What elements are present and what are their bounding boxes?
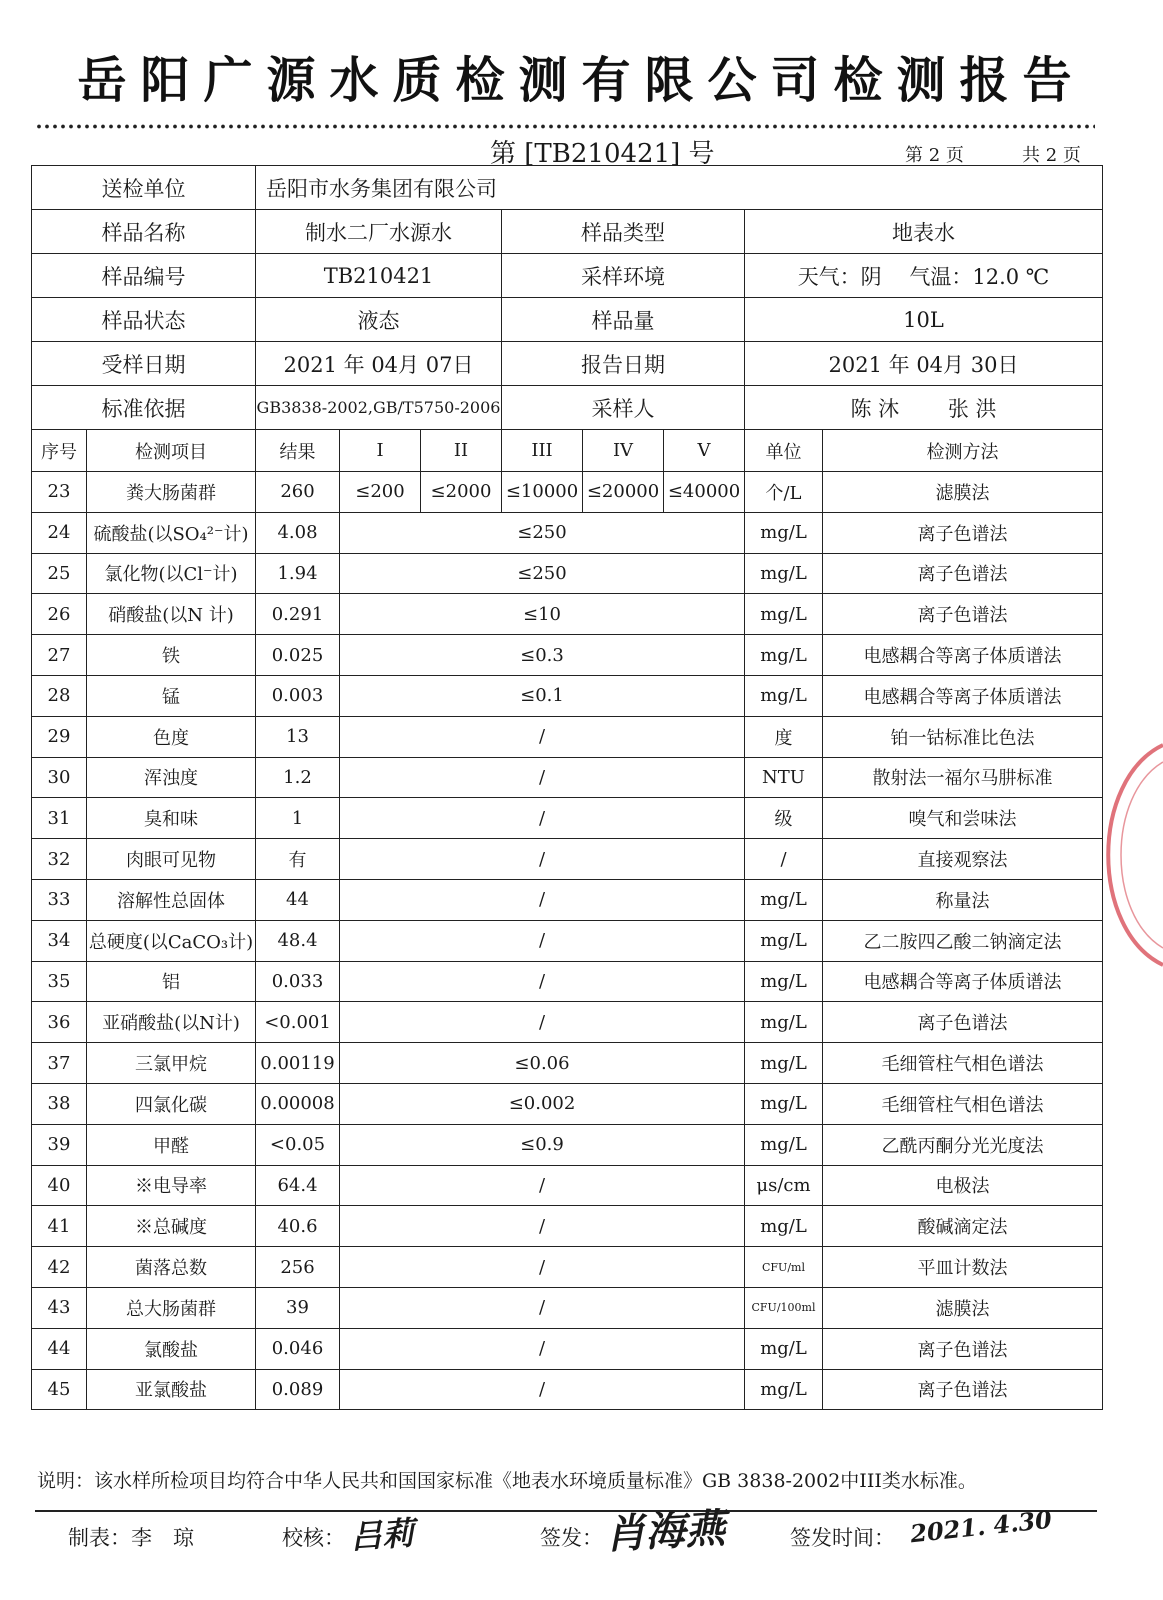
table-row xyxy=(32,675,1103,716)
row-result: 48.4 xyxy=(256,920,340,961)
row-no: 37 xyxy=(32,1043,87,1084)
row-limit: / xyxy=(340,1002,745,1043)
row-item: 硝酸盐(以N 计) xyxy=(87,594,256,635)
qty-value: 10L xyxy=(745,298,1103,342)
row-unit: CFU/100ml xyxy=(745,1287,823,1328)
row-method: 电感耦合等离子体质谱法 xyxy=(823,635,1103,676)
row-method: 离子色谱法 xyxy=(823,512,1103,553)
table-row xyxy=(32,1206,1103,1247)
row-limit-5: ≤40000 xyxy=(664,472,745,513)
row-method: 离子色谱法 xyxy=(823,1328,1103,1369)
row-no: 45 xyxy=(32,1369,87,1410)
row-unit: μs/cm xyxy=(745,1165,823,1206)
row-unit: mg/L xyxy=(745,920,823,961)
recv-date-value: 2021 年 04月 07日 xyxy=(256,342,502,386)
client-value: 岳阳市水务集团有限公司 xyxy=(256,166,1103,210)
row-limit: ≤0.9 xyxy=(340,1124,745,1165)
row-unit: CFU/ml xyxy=(745,1247,823,1288)
row-no: 26 xyxy=(32,594,87,635)
row-unit: mg/L xyxy=(745,1328,823,1369)
row-limit: / xyxy=(340,716,745,757)
row-method: 离子色谱法 xyxy=(823,553,1103,594)
report-number: 第 [TB210421] 号 xyxy=(490,139,715,169)
row-no: 43 xyxy=(32,1287,87,1328)
table-row xyxy=(32,1328,1103,1369)
col-class-4: IV xyxy=(583,430,664,472)
row-no: 34 xyxy=(32,920,87,961)
row-unit: NTU xyxy=(745,757,823,798)
row-result: 39 xyxy=(256,1287,340,1328)
row-result: 1.94 xyxy=(256,553,340,594)
row-method: 嗅气和尝味法 xyxy=(823,798,1103,839)
footer-divider xyxy=(35,1510,1097,1512)
state-value: 液态 xyxy=(256,298,502,342)
row-item: 铁 xyxy=(87,635,256,676)
recv-date-label: 受样日期 xyxy=(32,342,256,386)
table-row xyxy=(32,1083,1103,1124)
row-no: 25 xyxy=(32,553,87,594)
row-unit: mg/L xyxy=(745,1206,823,1247)
row-no: 41 xyxy=(32,1206,87,1247)
row-limit-4: ≤20000 xyxy=(583,472,664,513)
qty-label: 样品量 xyxy=(502,298,745,342)
row-item: 硫酸盐(以SO₄²⁻计) xyxy=(87,512,256,553)
table-row xyxy=(32,961,1103,1002)
sample-type-label: 样品类型 xyxy=(502,210,745,254)
table-row xyxy=(32,920,1103,961)
row-method: 乙酰丙酮分光光度法 xyxy=(823,1124,1103,1165)
row-item: 粪大肠菌群 xyxy=(87,472,256,513)
row-method: 滤膜法 xyxy=(823,1287,1103,1328)
row-no: 35 xyxy=(32,961,87,1002)
checked-by-label: 校核： xyxy=(282,1526,345,1550)
report-date-label: 报告日期 xyxy=(502,342,745,386)
table-row xyxy=(32,716,1103,757)
sample-type-value: 地表水 xyxy=(745,210,1103,254)
row-limit: / xyxy=(340,1247,745,1288)
row-limit: / xyxy=(340,757,745,798)
row-unit: mg/L xyxy=(745,1002,823,1043)
table-row xyxy=(32,512,1103,553)
row-unit: / xyxy=(745,839,823,880)
row-unit: mg/L xyxy=(745,1083,823,1124)
client-label: 送检单位 xyxy=(32,166,256,210)
checked-by-signature: 吕莉 xyxy=(348,1513,416,1557)
col-item: 检测项目 xyxy=(87,430,256,472)
row-item: 三氯甲烷 xyxy=(87,1043,256,1084)
row-item: 铝 xyxy=(87,961,256,1002)
row-result: 64.4 xyxy=(256,1165,340,1206)
row-item: 甲醛 xyxy=(87,1124,256,1165)
row-unit: mg/L xyxy=(745,594,823,635)
row-item: 色度 xyxy=(87,716,256,757)
row-method: 电感耦合等离子体质谱法 xyxy=(823,961,1103,1002)
row-no: 36 xyxy=(32,1002,87,1043)
table-row xyxy=(32,839,1103,880)
table-row xyxy=(32,1165,1103,1206)
row-method: 直接观察法 xyxy=(823,839,1103,880)
row-result: 0.046 xyxy=(256,1328,340,1369)
row-item: 亚氯酸盐 xyxy=(87,1369,256,1410)
row-method: 离子色谱法 xyxy=(823,594,1103,635)
report-table xyxy=(31,165,1103,1410)
row-no: 30 xyxy=(32,757,87,798)
row-item: 浑浊度 xyxy=(87,757,256,798)
report-date-value: 2021 年 04月 30日 xyxy=(745,342,1103,386)
col-class-3: III xyxy=(502,430,583,472)
seal-stamp-icon xyxy=(1085,740,1163,970)
row-result: 0.00008 xyxy=(256,1083,340,1124)
row-limit: ≤0.3 xyxy=(340,635,745,676)
row-limit: / xyxy=(340,1369,745,1410)
row-no: 44 xyxy=(32,1328,87,1369)
row-method: 离子色谱法 xyxy=(823,1369,1103,1410)
sampler-value: 陈 沐 张 洪 xyxy=(745,386,1103,430)
row-method: 电感耦合等离子体质谱法 xyxy=(823,675,1103,716)
row-limit: / xyxy=(340,1206,745,1247)
row-limit-1: ≤200 xyxy=(340,472,421,513)
std-value: GB3838-2002,GB/T5750-2006 xyxy=(256,386,502,430)
table-row xyxy=(32,472,1103,513)
row-method: 滤膜法 xyxy=(823,472,1103,513)
row-result: 0.033 xyxy=(256,961,340,1002)
table-row xyxy=(32,798,1103,839)
table-row xyxy=(32,594,1103,635)
issued-by-signature: 肖海燕 xyxy=(604,1504,727,1559)
row-item: ※总碱度 xyxy=(87,1206,256,1247)
issued-by-label: 签发： xyxy=(540,1526,603,1550)
row-limit: / xyxy=(340,879,745,920)
row-result: 0.089 xyxy=(256,1369,340,1410)
std-label: 标准依据 xyxy=(32,386,256,430)
page-current: 第 2 页 xyxy=(905,145,964,166)
info-row-standard xyxy=(32,386,1103,430)
issue-time-value: 2021. 4.30 xyxy=(908,1504,1054,1549)
row-no: 27 xyxy=(32,635,87,676)
row-method: 电极法 xyxy=(823,1165,1103,1206)
col-unit: 单位 xyxy=(745,430,823,472)
issue-time-label: 签发时间： xyxy=(790,1526,895,1550)
row-method: 平皿计数法 xyxy=(823,1247,1103,1288)
row-unit: mg/L xyxy=(745,635,823,676)
row-result: 13 xyxy=(256,716,340,757)
row-limit: ≤10 xyxy=(340,594,745,635)
row-result: 1.2 xyxy=(256,757,340,798)
env-value: 天气：阴 气温：12.0 ℃ xyxy=(745,254,1103,298)
row-item: 锰 xyxy=(87,675,256,716)
info-row-dates xyxy=(32,342,1103,386)
col-method: 检测方法 xyxy=(823,430,1103,472)
row-no: 24 xyxy=(32,512,87,553)
table-row xyxy=(32,553,1103,594)
table-row xyxy=(32,1369,1103,1410)
row-no: 28 xyxy=(32,675,87,716)
row-limit: / xyxy=(340,961,745,1002)
row-method: 毛细管柱气相色谱法 xyxy=(823,1043,1103,1084)
row-limit: / xyxy=(340,1165,745,1206)
column-header-row xyxy=(32,430,1103,472)
row-result: 44 xyxy=(256,879,340,920)
row-item: 臭和味 xyxy=(87,798,256,839)
row-no: 40 xyxy=(32,1165,87,1206)
row-result: 0.00119 xyxy=(256,1043,340,1084)
row-method: 称量法 xyxy=(823,879,1103,920)
row-unit: mg/L xyxy=(745,553,823,594)
row-result: 260 xyxy=(256,472,340,513)
table-row xyxy=(32,879,1103,920)
table-row xyxy=(32,1043,1103,1084)
row-no: 39 xyxy=(32,1124,87,1165)
col-no: 序号 xyxy=(32,430,87,472)
row-result: 0.025 xyxy=(256,635,340,676)
row-limit-2: ≤2000 xyxy=(421,472,502,513)
table-row xyxy=(32,757,1103,798)
row-limit: ≤0.002 xyxy=(340,1083,745,1124)
row-limit: ≤250 xyxy=(340,553,745,594)
row-limit: ≤0.1 xyxy=(340,675,745,716)
row-no: 29 xyxy=(32,716,87,757)
state-label: 样品状态 xyxy=(32,298,256,342)
table-row xyxy=(32,635,1103,676)
row-result: 4.08 xyxy=(256,512,340,553)
row-result: 40.6 xyxy=(256,1206,340,1247)
row-result: 256 xyxy=(256,1247,340,1288)
table-row xyxy=(32,1247,1103,1288)
row-method: 铂一钴标准比色法 xyxy=(823,716,1103,757)
row-no: 23 xyxy=(32,472,87,513)
col-result: 结果 xyxy=(256,430,340,472)
row-item: 菌落总数 xyxy=(87,1247,256,1288)
prepared-by: 制表：李 琼 xyxy=(68,1526,194,1550)
row-limit: ≤0.06 xyxy=(340,1043,745,1084)
info-row-client xyxy=(32,166,1103,210)
row-result: 有 xyxy=(256,839,340,880)
row-method: 散射法一福尔马肼标准 xyxy=(823,757,1103,798)
row-limit: / xyxy=(340,1287,745,1328)
table-row xyxy=(32,1287,1103,1328)
row-unit: mg/L xyxy=(745,512,823,553)
row-item: 亚硝酸盐(以N计) xyxy=(87,1002,256,1043)
sample-id-value: TB210421 xyxy=(256,254,502,298)
row-unit: mg/L xyxy=(745,675,823,716)
sample-name-value: 制水二厂水源水 xyxy=(256,210,502,254)
table-row xyxy=(32,1002,1103,1043)
row-no: 32 xyxy=(32,839,87,880)
row-limit: / xyxy=(340,798,745,839)
row-unit: mg/L xyxy=(745,1369,823,1410)
page-total: 共 2 页 xyxy=(1022,145,1081,166)
row-limit: / xyxy=(340,920,745,961)
row-no: 33 xyxy=(32,879,87,920)
row-item: ※电导率 xyxy=(87,1165,256,1206)
info-row-sample-name xyxy=(32,210,1103,254)
row-item: 溶解性总固体 xyxy=(87,879,256,920)
row-result: 0.003 xyxy=(256,675,340,716)
row-item: 肉眼可见物 xyxy=(87,839,256,880)
row-method: 酸碱滴定法 xyxy=(823,1206,1103,1247)
sample-id-label: 样品编号 xyxy=(32,254,256,298)
row-unit: 级 xyxy=(745,798,823,839)
row-result: 0.291 xyxy=(256,594,340,635)
row-unit: mg/L xyxy=(745,961,823,1002)
row-result: <0.05 xyxy=(256,1124,340,1165)
col-class-2: II xyxy=(421,430,502,472)
row-limit: / xyxy=(340,1328,745,1369)
row-method: 离子色谱法 xyxy=(823,1002,1103,1043)
row-result: 1 xyxy=(256,798,340,839)
info-row-state xyxy=(32,298,1103,342)
row-unit: mg/L xyxy=(745,1124,823,1165)
row-item: 总硬度(以CaCO₃计) xyxy=(87,920,256,961)
row-method: 乙二胺四乙酸二钠滴定法 xyxy=(823,920,1103,961)
col-class-5: V xyxy=(664,430,745,472)
row-unit: mg/L xyxy=(745,1043,823,1084)
row-no: 31 xyxy=(32,798,87,839)
note: 说明：该水样所检项目均符合中华人民共和国国家标准《地表水环境质量标准》GB 3838-2002中III类水标准。 xyxy=(37,1470,977,1492)
row-limit-3: ≤10000 xyxy=(502,472,583,513)
row-method: 毛细管柱气相色谱法 xyxy=(823,1083,1103,1124)
row-unit: 度 xyxy=(745,716,823,757)
row-unit: 个/L xyxy=(745,472,823,513)
sampler-label: 采样人 xyxy=(502,386,745,430)
info-row-sample-id xyxy=(32,254,1103,298)
sample-name-label: 样品名称 xyxy=(32,210,256,254)
row-result: <0.001 xyxy=(256,1002,340,1043)
table-row xyxy=(32,1124,1103,1165)
row-item: 四氯化碳 xyxy=(87,1083,256,1124)
dotted-divider xyxy=(35,124,1095,129)
row-no: 38 xyxy=(32,1083,87,1124)
row-unit: mg/L xyxy=(745,879,823,920)
report-title: 岳阳广源水质检测有限公司检测报告 xyxy=(77,52,1086,109)
row-limit: / xyxy=(340,839,745,880)
row-item: 氯酸盐 xyxy=(87,1328,256,1369)
row-no: 42 xyxy=(32,1247,87,1288)
row-item: 总大肠菌群 xyxy=(87,1287,256,1328)
env-label: 采样环境 xyxy=(502,254,745,298)
row-limit: ≤250 xyxy=(340,512,745,553)
row-item: 氯化物(以Cl⁻计) xyxy=(87,553,256,594)
col-class-1: I xyxy=(340,430,421,472)
